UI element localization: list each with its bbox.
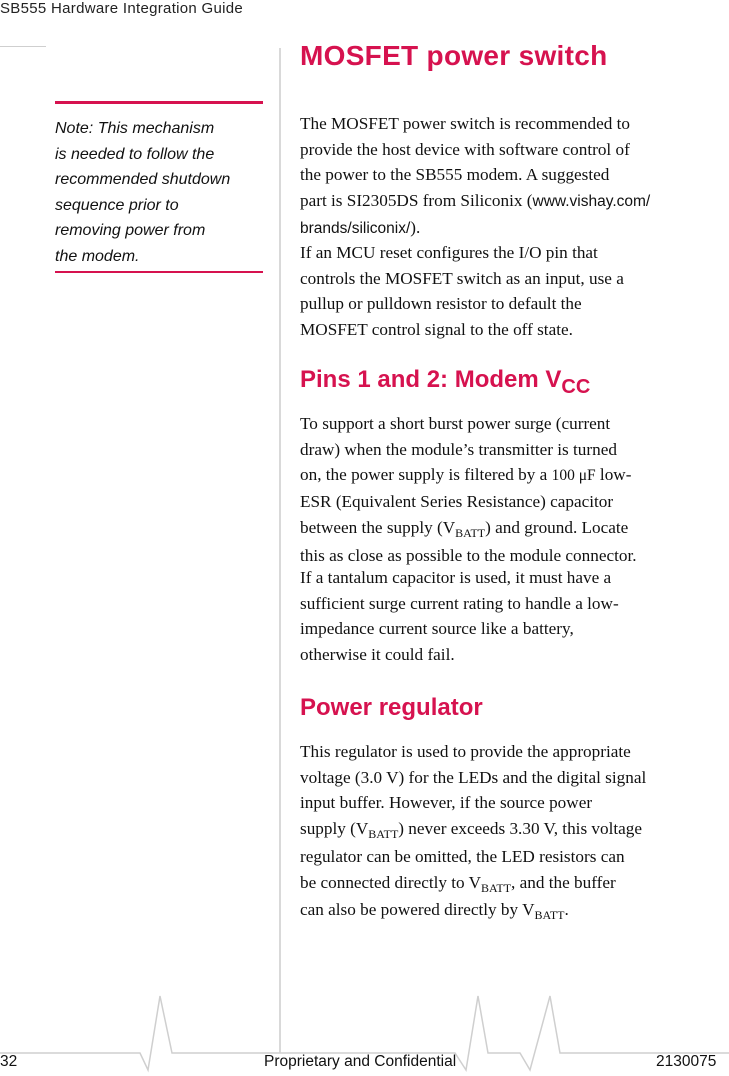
text-line: regulator can be omitted, the LED resistors can bbox=[300, 846, 625, 866]
text-line: ESR (Equivalent Series Resistance) capacitor bbox=[300, 492, 614, 512]
note-text: Note: This mechanism is needed to follow the recommended shutdown sequence prior to removing power from the modem. bbox=[55, 120, 231, 265]
text-run: between the supply (V bbox=[300, 517, 456, 537]
capacitance-value: 100 μF bbox=[551, 467, 596, 485]
heading-pins-modem-vcc bbox=[300, 366, 591, 398]
text-line: If an MCU reset configures the I/O pin that bbox=[300, 243, 598, 262]
text-line: The MOSFET power switch is recommended to bbox=[300, 114, 631, 133]
text-line: draw) when the module’s transmitter is turned bbox=[300, 439, 617, 459]
text-run: , and the buffer bbox=[511, 872, 616, 892]
text-line: this as close as possible to the module connector. bbox=[300, 545, 637, 565]
text-line: If a tantalum capacitor is used, it must have a bbox=[300, 568, 612, 587]
footer-page-number: 32 bbox=[0, 1053, 18, 1070]
text-run: be connected directly to V bbox=[300, 872, 482, 892]
text-run: supply (V bbox=[300, 819, 369, 839]
heading-power-regulator: Power regulator bbox=[300, 694, 483, 721]
text-line: voltage (3.0 V) for the LEDs and the digital signal bbox=[300, 767, 647, 787]
text-line bbox=[300, 462, 729, 489]
footer-confidential: Proprietary and Confidential bbox=[264, 1053, 457, 1070]
subscript-batt: BATT bbox=[455, 525, 486, 540]
column-divider bbox=[279, 48, 281, 1053]
paragraph-mosfet-intro bbox=[300, 111, 729, 242]
running-header: SB555 Hardware Integration Guide bbox=[0, 0, 244, 17]
text-line: controls the MOSFET switch as an input, use a bbox=[300, 268, 624, 288]
text-line: impedance current source like a battery, bbox=[300, 619, 574, 639]
text-line: otherwise it could fail. bbox=[300, 645, 455, 665]
text-line: input buffer. However, if the source power bbox=[300, 793, 593, 813]
paragraph-power-surge bbox=[300, 411, 729, 568]
text-run: on, the power supply is filtered by a bbox=[300, 465, 552, 485]
subscript-batt: BATT bbox=[534, 908, 565, 923]
heading-subscript: CC bbox=[561, 376, 591, 398]
text-run: ) never exceeds 3.30 V, this voltage bbox=[398, 819, 643, 839]
text-line bbox=[300, 816, 729, 844]
text-line: provide the host device with software control of bbox=[300, 139, 630, 159]
text-run: . bbox=[564, 900, 569, 920]
text-line: pullup or pulldown resistor to default the bbox=[300, 294, 582, 314]
text-run: low- bbox=[595, 465, 632, 485]
text-run: part is SI2305DS from Siliconix ( bbox=[300, 191, 533, 211]
text-line bbox=[300, 215, 729, 242]
vishay-link-part1[interactable]: www.vishay.com/ bbox=[532, 193, 651, 211]
text-line: the power to the SB555 modem. A suggested bbox=[300, 165, 610, 185]
text-line bbox=[300, 515, 729, 543]
text-line bbox=[300, 188, 729, 215]
paragraph-regulator bbox=[300, 739, 729, 925]
paragraph-mcu-reset bbox=[300, 240, 729, 343]
text-line: To support a short burst power surge (current bbox=[300, 414, 611, 433]
heading-mosfet-power-switch: MOSFET power switch bbox=[300, 40, 608, 71]
sidebar-note bbox=[55, 101, 263, 273]
header-rule bbox=[0, 46, 46, 47]
vishay-link-part2[interactable]: brands/siliconix/ bbox=[300, 219, 411, 237]
text-run: ). bbox=[410, 217, 421, 237]
footer-doc-number: 2130075 bbox=[656, 1053, 717, 1070]
text-line bbox=[300, 870, 729, 898]
text-run: can also be powered directly by V bbox=[300, 900, 535, 920]
subscript-batt: BATT bbox=[368, 827, 399, 842]
text-run: ) and ground. Locate bbox=[485, 517, 629, 537]
heading-text: Pins 1 and 2: Modem V bbox=[300, 366, 562, 393]
text-line: sufficient surge current rating to handle a low- bbox=[300, 593, 619, 613]
text-line: This regulator is used to provide the appropriate bbox=[300, 742, 631, 761]
text-line: MOSFET control signal to the off state. bbox=[300, 320, 573, 340]
paragraph-tantalum bbox=[300, 565, 729, 668]
text-line bbox=[300, 897, 729, 925]
subscript-batt: BATT bbox=[481, 880, 512, 895]
